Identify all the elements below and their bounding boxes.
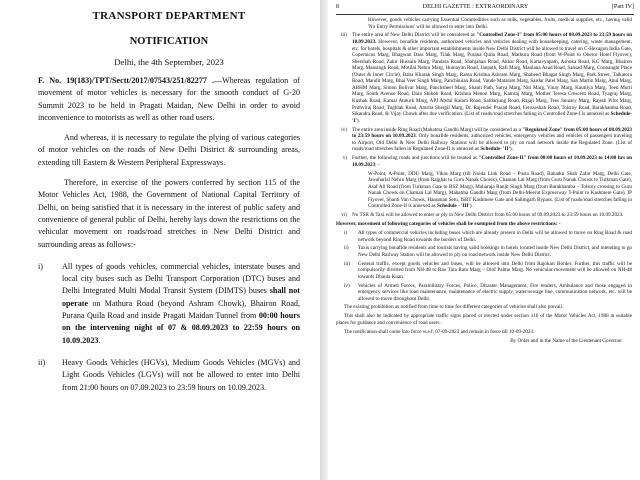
essential-commodities-note: However, goods vehicles carrying Essential Commodities such as milk, vegetables, fruits, medical supplies, etc., having valid 'No Entry Permissions' will be allowed to enter into Delhi. [368,17,632,30]
item-text: Heavy Goods Vehicles (HGVs), Medium Goods Vehicles (MGVs) and Light Goods Vehicles (LGVs) will not be allowed to enter into Delhi from 21:00 hours on 07.09.2023 to 23:59 hours on 10.09.2023. [62,357,300,392]
item-number: iii) [341,32,347,39]
exemption-heading: However, movement of following categories of vehicles shall be exempted from the above restrictions: - [336,221,561,228]
gazette-title: DELHI GAZETTE : EXTRAORDINARY [422,3,529,10]
restriction-item-3 [336,32,632,124]
item-number: iv) [344,282,350,289]
item-number: i) [344,230,348,237]
item-text: The entire area inside Ring Road (Mahatma Gandhi Marg) will be considered as a "Regulated Zone" from 05:00 hours of 08.09.2023 to 23:59 hours on 10.09.2023. Only bonafide residents, authorized vehicles, emergency vehicles and vehicles of passengers traveling to Airport, Old Delhi & New Delhi Railway Stations will be allowed to ply on road network inside the Regulated Zone. (List of roads/road stretches fallen in Regulated Zone-II is annexed as Schedule- 'II'). [352,126,633,153]
gazette-header [336,3,634,15]
whereas-paragraph [38,75,300,124]
signature-line: By Order and in the Name of the Lieutenant Governor [510,337,622,344]
closing-paragraph-1: The existing prohibition as notified from time to time for different categories of vehicles shall also prevail. [344,304,564,311]
restriction-item-6 [336,212,632,219]
exemption-item-4 [336,283,632,303]
exemption-item-3 [336,261,632,281]
item-number: iv) [341,126,347,133]
therefore-paragraph: Therefore, in exercise of the powers conferred by section 115 of the Motor Vehicles Act, 1988, the Government of National Capital Territory of Delhi, on being satisfied that it is necessary in the interest of public safety and convenience of general public of Delhi, hereby lays down the restrictions on the vehicular movement on roads/road stretches in New Delhi District and surrounding areas as follows:- [38,178,300,249]
item-number: ii) [38,357,46,367]
page-gutter [320,0,328,480]
controlled-zone-ii-roads: W-Point, A-Point, DDU Marg, Vikas Marg (till Noida Link Road – Pusta Road), Bahadur Shah Zafar Marg, Delhi Gate, Jawaharlal Nehru Marg (from Rajghat to Guru Nanak Chowk), Chaman Lal Marg (from Guru Nanak Chowk to Turkman Gate), Asaf Ali Road (from Turkman Gate to BSZ Marg), Maharaja Ranjit Singh Marg (from Barakhamba – Tolstoy crossing to Guru Nanak Chowk on Chaman Lal Marg), Mahatma Gandhi Marg (from Delhi-Meerut Expressway T-Point to Kashmere Gate), IP Flyover, Shanti Van Chowk, Hanuman Setu, ISBT Kashmere Gate and Salimgarh Bypass. (List of roads/road stretches falling in Controlled Zone-II is annexed as Schedule - 'III'). [368,170,632,210]
item-number: i) [38,261,43,271]
item-text: All types of goods vehicles, commercial vehicles, interstate buses and local city buses such as Delhi Transport Corporation (DTC) buses and Delhi Integrated Multi Modal Transit System (DIMTS) buses shall not operate on Mathura Road (beyond Ashram Chowk), Bhairon Road, Purana Quila Road and inside Pragati Maidan Tunnel from 00:00 hours on the intervening night of 07 & 08.09.2023 to 22:59 hours on 10.09.2023. [62,261,301,345]
restriction-item-2 [38,357,300,394]
exemption-item-1 [336,230,632,243]
item-text: General traffic, except goods vehicles and buses, will be allowed into Delhi from Rajokari Border. Further, this traffic will be compulsorily diverted from NH-48 to Rao Tula Ram Marg – Olof Palme Marg. No vehicular movement will be allowed on NH-48 towards Dhaula Kuan. [358,260,632,280]
item-text: Further, the following roads and junctions will be treated as "Controlled Zone-II" from 00:00 hours of 10.09.2023 to 14:00 hrs on 10.09.2023: - [352,155,632,168]
item-number: ii) [344,245,349,252]
right-page-content [336,17,632,347]
whereas-text: —Whereas regulation of movement of motor vehicles is necessary for the smooth conduct of G-20 Summit 2023 to be held in Pragati Maidan, New Delhi in order to avoid inconvenience to motorists as well as other road users. [38,76,300,122]
item-text: No TSR & Taxi will be allowed to enter or ply in New Delhi District from 05:00 hours of 09.09.2023 to 23:59 hours on 10.09.2023. [352,212,624,219]
item-number: iii) [344,260,350,267]
and-whereas-paragraph: And whereas, it is necessary to regulate the plying of various categories of motor vehicles on the roads of New Delhi District & surrounding areas, extending till Eastern & Western Peripheral Expressways. [38,133,300,167]
restriction-item-5 [336,155,632,168]
item-number: v) [342,155,347,162]
item-text: Vehicles of Armed Forces, Paramilitary Forces, Police, Disaster Management, Fire tenders, Ambulance and those engaged in emergency services like road maintenance, maintenance of electric supply, water/sewage line, communication network, etc. will be allowed to move throughout Delhi. [358,282,632,302]
page-number: 8 [336,3,340,10]
closing-paragraph-2: This shall also be indicated by appropriate traffic signs placed or erected under section 116 of the Motor Vehicles Act, 1988 at suitable places for guidance and convenience of road users. [336,313,632,326]
item-text: Taxis carrying bonafide residents and tourists having valid bookings in hotels located inside New Delhi District, and intending to go New Delhi Railway Station will be allowed to ply on road network inside New Delhi District. [358,245,632,258]
restriction-item-1 [38,261,300,347]
closing-paragraph-3: The notification shall come into force w.e.f. 07-09-2023 and remain in force till 10-09-2023. [344,328,535,335]
department-heading: TRANSPORT DEPARTMENT [92,10,246,22]
exemption-item-2 [336,245,632,258]
gazette-part: [Part IV] [611,3,634,10]
notification-heading: NOTIFICATION [129,36,209,47]
item-text: All types of commercial vehicles including buses which are already present in Delhi will be allowed to move on Ring Road & road network beyond Ring Road towards the borders of Delhi. [358,230,632,243]
left-page-content [38,10,300,394]
file-reference: F. No. 19(183)/TPT/Sectt/2017/07543/251/82277 . [38,76,214,85]
restriction-item-4 [336,127,632,153]
right-page [328,0,640,480]
notification-date: Delhi, the 4th September, 2023 [114,57,224,67]
item-text: The entire area of New Delhi District will be considered as "Controlled Zone-I" from 05:00 hours of 08.09.2023 to 23:59 hours on 10.09.2023. However, bonafide residents, authorized vehicles and vehicles dealing with housekeeping, catering, waste management, etc. for hotels, hospitals & other important establishments inside New Delhi District will be allowed to travel on C-Hexagon India Gate, Copernicus Marg, Bhagwan Dass Marg, Tilak Marg, Purana Quila Road, Mathura Road (from W-Point to Oberoi Hotel Flyover), Shershah Road, Zakir Hussain Marg, Pandara Road, Shahjahan Road, Akbar Road, Kartavyapath, Ashoka Road, KG Marg, Bhairon Marg, Mansingh Road, Motilal Nehru Marg, Humayun Road, Janpath, Rafi Marg, Maulana Azad Road, Sansad Marg, Connaught Place (Outer & Inner Circle), Baba Kharak Singh Marg, Rama Krishna Ashram Marg, Shaheed Bhagat Singh Marg, Park Street, Talkatora Road, Mandir Marg, Bhai Veer Singh Marg, Panchkuian Road, Vande Mataram Marg, Sardar Patel Marg, San Martin Marg, Abul Marg, ABHM Marg, Simon Bolivar Marg, Panchsheel Marg, Shanti Path, Satya Marg, Niti Marg, Vinay Marg, Kautilya Marg, Teen Murti Marg, South Avenue Road, Dara Shikoh Road, Krishna Menon Marg, Kamraj Marg, Mother Teresa Crescent Road, Tyagraj Marg, Kushak Road, Kamal Ataturk Marg, APJ Abdul Kalam Road, Safdarjung Road, Rajaji Marg, Tees January Marg, Rajesh Pilot Marg, Prithviraj Road, Tughlak Road, Amrita Shergil Marg, Dr. Rajender Prasad Road, Ferozeshah Road, Tolstoy Road, Barakhamba Road, Sikandra Road, & Vijay Chowk after due verification. (List of roads/road stretches falling in Controlled Zone-I is annexed as Schedule- 'I'). [352,32,632,124]
item-number: vi) [341,212,347,219]
